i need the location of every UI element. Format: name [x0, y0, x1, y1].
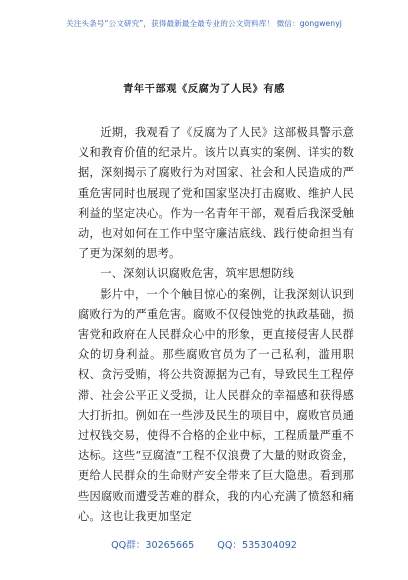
intro-paragraph: 近期，我观看了《反腐为了人民》这部极具警示意义和教育价值的纪录片。该片以真实的案例、详实的数据，深刻揭示了腐败行为对国家、社会和人民造成的严重危害同时也展现了党和国家坚决打击腐败、维护人民利益的坚定决心。作为一名青年干部，观看后我深受触动，也对如何在工作中坚守廉洁底线、践行使命担当有了更为深刻的思考。: [78, 126, 354, 261]
footer-qq-group: QQ群：30265665: [111, 540, 195, 551]
document-body: [78, 123, 354, 527]
document-title: 青年干部观《反腐为了人民》有感: [123, 83, 285, 95]
page-footer: [0, 537, 408, 551]
footer-qq-number: QQ：535304092: [217, 540, 297, 551]
section-paragraph: 影片中，一个个触目惊心的案例，让我深刻认识到腐败行为的严重危害。腐败不仅侵蚀党的执政基础，损害党和政府在人民群众心中的形象，更直接侵害人民群众的切身利益。那些腐败官员为了一己私利，滥用职权、贪污受贿，将公共资源据为己有，导致民生工程停滞、社会公平正义受损，让人民群众的幸福感和获得感大打折扣。例如在一些涉及民生的项目中，腐败官员通过权钱交易，使得不合格的企业中标，工程质量严重不达标。这些“豆腐渣”工程不仅浪费了大量的财政资金，更给人民群众的生命财产安全带来了巨大隐患。看到那些因腐败而遭受苦难的群众，我的内心充满了愤怒和痛心。这也让我更加坚定: [78, 287, 354, 523]
section-heading: 一、深刻认识腐败危害，筑牢思想防线: [100, 267, 294, 281]
page-header-banner: 关注头条号“公文研究”，获得最新最全最专业的公文资料库！ 微信：gongwenyj: [66, 19, 342, 28]
